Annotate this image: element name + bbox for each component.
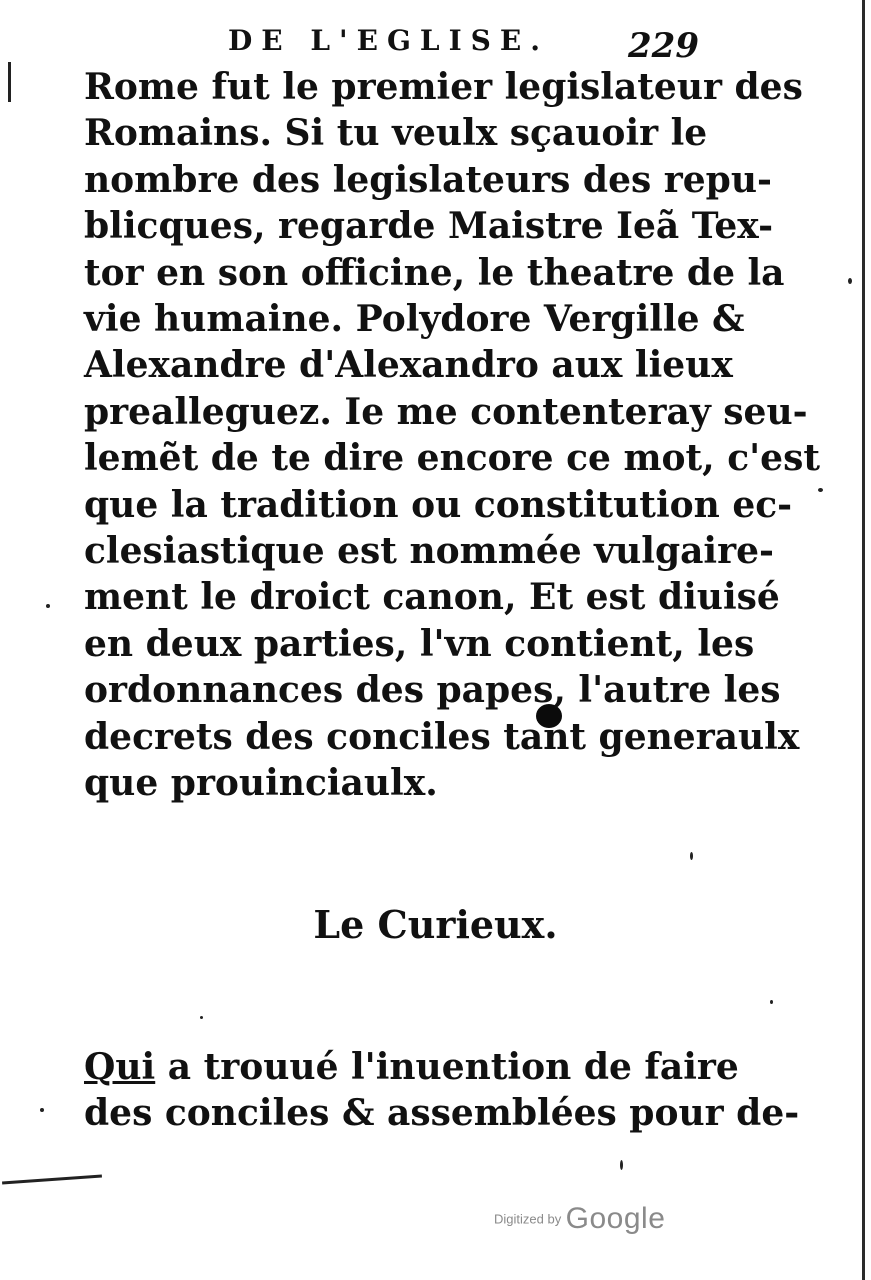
line-rest: des conciles & assemblées pour de- xyxy=(84,1092,800,1135)
text-line: ment le droict canon, Et est diuisé xyxy=(84,576,780,619)
ink-speck xyxy=(818,488,823,492)
text-line: Rome fut le premier legislateur des xyxy=(84,66,803,108)
text-line: en deux parties, l'vn contient, les xyxy=(84,622,755,665)
section-title: Le Curieux. xyxy=(313,902,558,947)
body-paragraph xyxy=(84,64,820,807)
watermark-prefix: Digitized by xyxy=(494,1211,562,1227)
text-line: prealleguez. Ie me contenteray seu- xyxy=(84,390,808,433)
text-line: que la tradition ou constitution ec- xyxy=(84,483,793,526)
ink-speck xyxy=(200,1016,203,1019)
ink-speck xyxy=(770,1000,773,1004)
margin-mark-left xyxy=(8,62,11,102)
ink-speck xyxy=(848,278,852,284)
ink-speck xyxy=(40,1108,44,1112)
text-line: lemẽt de te dire encore ce mot, c'est xyxy=(84,437,820,480)
margin-scratch xyxy=(2,1175,102,1185)
text-line: Romains. Si tu veulx sçauoir le xyxy=(84,112,708,155)
text-line: ordonnances des papes, l'autre les xyxy=(84,669,781,712)
section-paragraph xyxy=(84,1044,800,1137)
ink-speck xyxy=(46,604,50,608)
digitized-watermark xyxy=(494,1202,665,1236)
text-line xyxy=(84,1090,800,1136)
page-edge-line xyxy=(862,0,865,1280)
text-line: decrets des conciles tant generaulx xyxy=(84,715,800,758)
text-line: tor en son officine, le theatre de la xyxy=(84,251,785,294)
text-line: Alexandre d'Alexandro aux lieux xyxy=(84,344,733,387)
text-line: que prouinciaulx. xyxy=(84,762,438,805)
initial-word: Qui xyxy=(84,1046,156,1088)
ink-speck xyxy=(690,852,693,860)
watermark-brand: Google xyxy=(565,1202,666,1235)
text-line: clesiastique est nommée vulgaire- xyxy=(84,530,774,573)
line-rest: a trouué l'inuention de faire xyxy=(155,1046,739,1088)
text-line xyxy=(84,1044,739,1090)
text-line: vie humaine. Polydore Vergille & xyxy=(84,298,745,341)
page-number: 229 xyxy=(628,26,699,66)
ink-speck xyxy=(620,1160,623,1170)
text-line: nombre des legislateurs des repu- xyxy=(84,158,772,201)
running-head: DE L'EGLISE. xyxy=(228,24,549,57)
text-line: blicques, regarde Maistre Ieã Tex- xyxy=(84,205,774,248)
